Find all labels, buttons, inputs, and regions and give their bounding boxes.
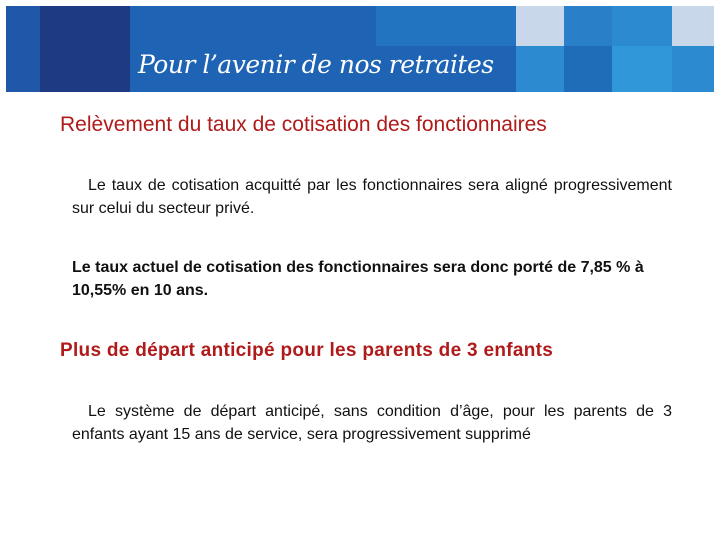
section-heading-depart-anticipe: Plus de départ anticipé pour les parents de 3 enfants [60, 340, 554, 361]
banner-tile [672, 6, 714, 46]
banner-tile [516, 6, 564, 46]
paragraph: Le système de départ anticipé, sans condition d’âge, pour les parents de 3 enfants ayant 15 ans de service, sera progressivement supprimé [72, 403, 672, 443]
banner-tile [612, 6, 672, 46]
banner-tile [6, 6, 40, 92]
banner-tile [564, 46, 612, 92]
banner-tile [376, 6, 516, 46]
banner-tile [564, 6, 612, 46]
banner-tile [672, 46, 714, 92]
banner-title: Pour l’avenir de nos retraites [138, 50, 494, 79]
banner-tile [612, 46, 672, 92]
paragraph-bold: Le taux actuel de cotisation des fonctionnaires sera donc porté de 7,85 % à 10,55% en 10 ans. [72, 259, 644, 299]
header-banner [6, 6, 714, 92]
banner-tile [40, 6, 130, 92]
banner-tile [516, 46, 564, 92]
section-heading-cotisation: Relèvement du taux de cotisation des fonctionnaires [60, 113, 547, 136]
paragraph: Le taux de cotisation acquitté par les fonctionnaires sera aligné progressivement sur celui du secteur privé. [72, 177, 672, 217]
banner-tile [130, 6, 376, 92]
